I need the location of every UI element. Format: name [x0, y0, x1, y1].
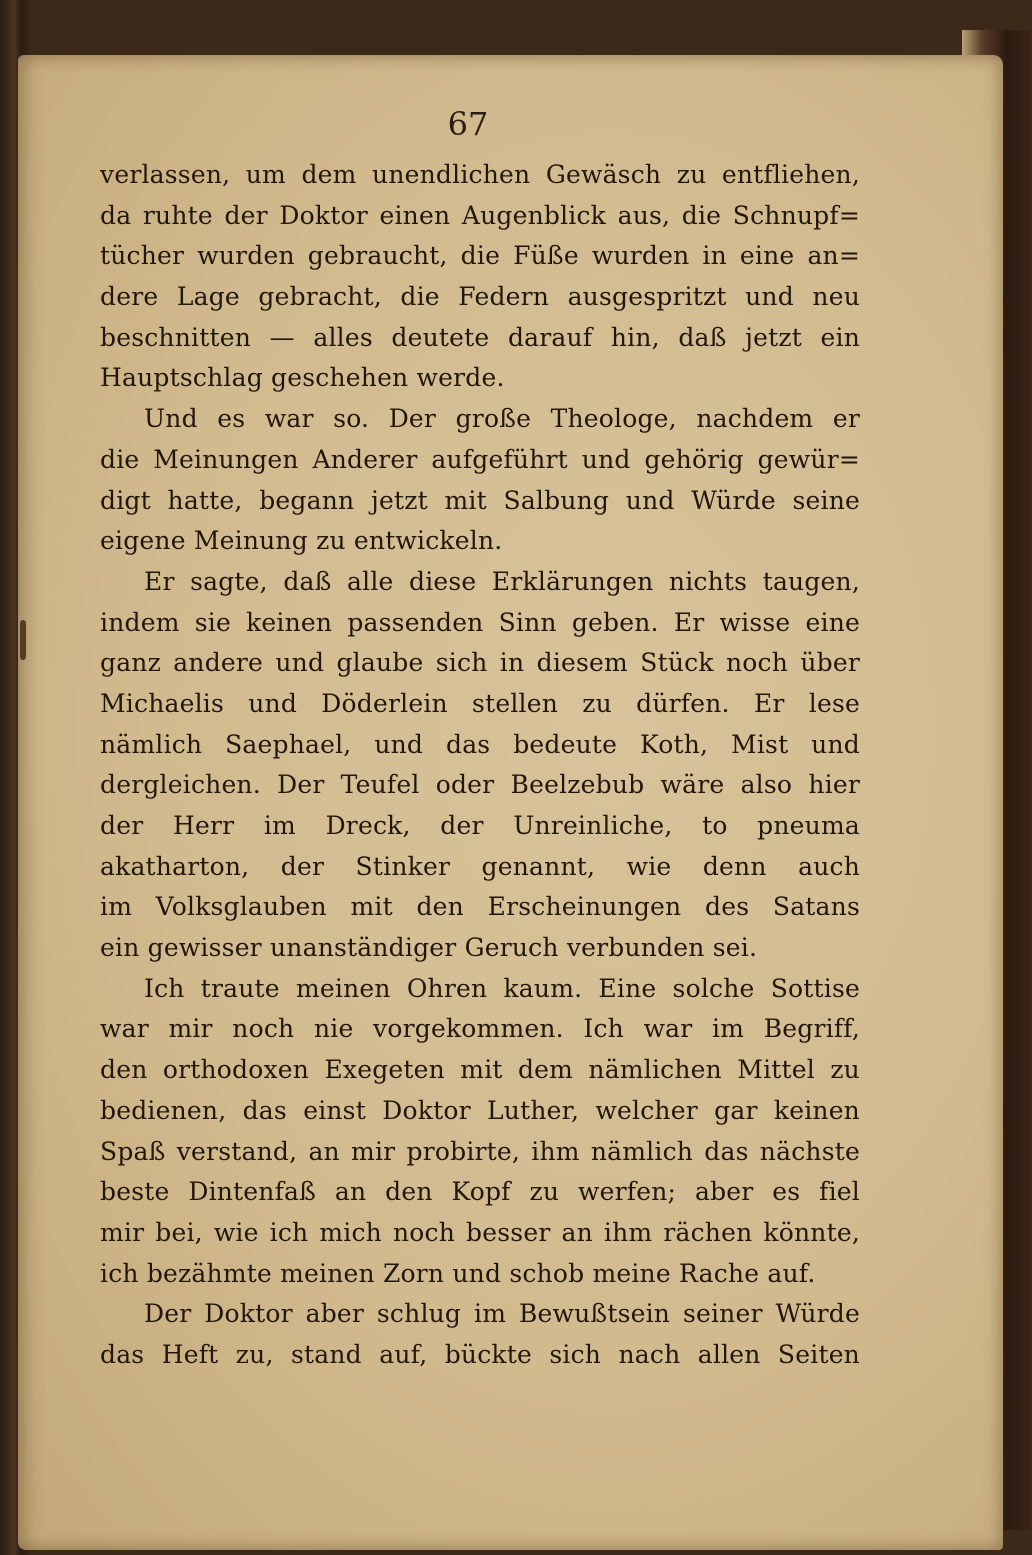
text-line: mir bei, wie ich mich noch besser an ihm rächen könnte,: [100, 1217, 860, 1247]
text-line: da ruhte der Doktor einen Augenblick aus, die Schnupf=: [100, 200, 860, 230]
text-line: beste Dintenfaß an den Kopf zu werfen; aber es fiel: [100, 1177, 860, 1207]
text-line: verlassen, um dem unendlichen Gewäsch zu entfliehen,: [100, 160, 860, 189]
book-page: [18, 55, 1003, 1550]
text-line: Er sagte, daß alle diese Erklärungen nichts taugen,: [144, 566, 860, 596]
text-line: ein gewisser unanständiger Geruch verbunden sei.: [100, 933, 758, 963]
page-number: 67: [447, 105, 489, 143]
text-line: Der Doktor aber schlug im Bewußtsein seiner Würde: [144, 1299, 860, 1329]
text-line: Hauptschlag geschehen werde.: [100, 363, 505, 393]
paper-fleck: [20, 620, 26, 660]
text-line: der Herr im Dreck, der Unreinliche, to pneuma: [100, 811, 860, 840]
text-line: Spaß verstand, an mir probirte, ihm nämlich das nächste: [100, 1136, 860, 1166]
text-line: nämlich Saephael, und das bedeute Koth, Mist und: [100, 729, 860, 759]
text-line: digt hatte, begann jetzt mit Salbung und Würde seine: [100, 485, 860, 515]
text-line: eigene Meinung zu entwickeln.: [100, 526, 503, 556]
page-text: [100, 155, 860, 1376]
text-line: Michaelis und Döderlein stellen zu dürfen. Er lese: [100, 688, 860, 718]
text-line: indem sie keinen passenden Sinn geben. Er wisse eine: [100, 607, 860, 637]
text-line: bedienen, das einst Doktor Luther, welcher gar keinen: [100, 1095, 860, 1125]
text-line: tücher wurden gebraucht, die Füße wurden in eine an=: [100, 241, 860, 271]
text-line: dergleichen. Der Teufel oder Beelzebub wäre also hier: [100, 770, 860, 800]
text-line: ganz andere und glaube sich in diesem Stück noch über: [100, 648, 860, 678]
text-line: ich bezähmte meinen Zorn und schob meine Rache auf.: [100, 1258, 816, 1288]
text-line: Ich traute meinen Ohren kaum. Eine solche Sottise: [144, 973, 860, 1003]
text-line: den orthodoxen Exegeten mit dem nämlichen Mittel zu: [100, 1055, 860, 1085]
text-line: akatharton, der Stinker genannt, wie denn auch: [100, 851, 860, 881]
text-line: dere Lage gebracht, die Federn ausgespritzt und neu: [100, 282, 860, 312]
text-line: die Meinungen Anderer aufgeführt und gehörig gewür=: [100, 444, 860, 474]
text-line: beschnitten — alles deutete darauf hin, daß jetzt ein: [100, 322, 860, 352]
text-line: Und es war so. Der große Theologe, nachdem er: [144, 404, 860, 434]
text-line: das Heft zu, stand auf, bückte sich nach allen Seiten: [100, 1339, 860, 1369]
text-line: war mir noch nie vorgekommen. Ich war im Begriff,: [100, 1014, 860, 1044]
text-line: im Volksglauben mit den Erscheinungen des Satans: [100, 892, 860, 922]
